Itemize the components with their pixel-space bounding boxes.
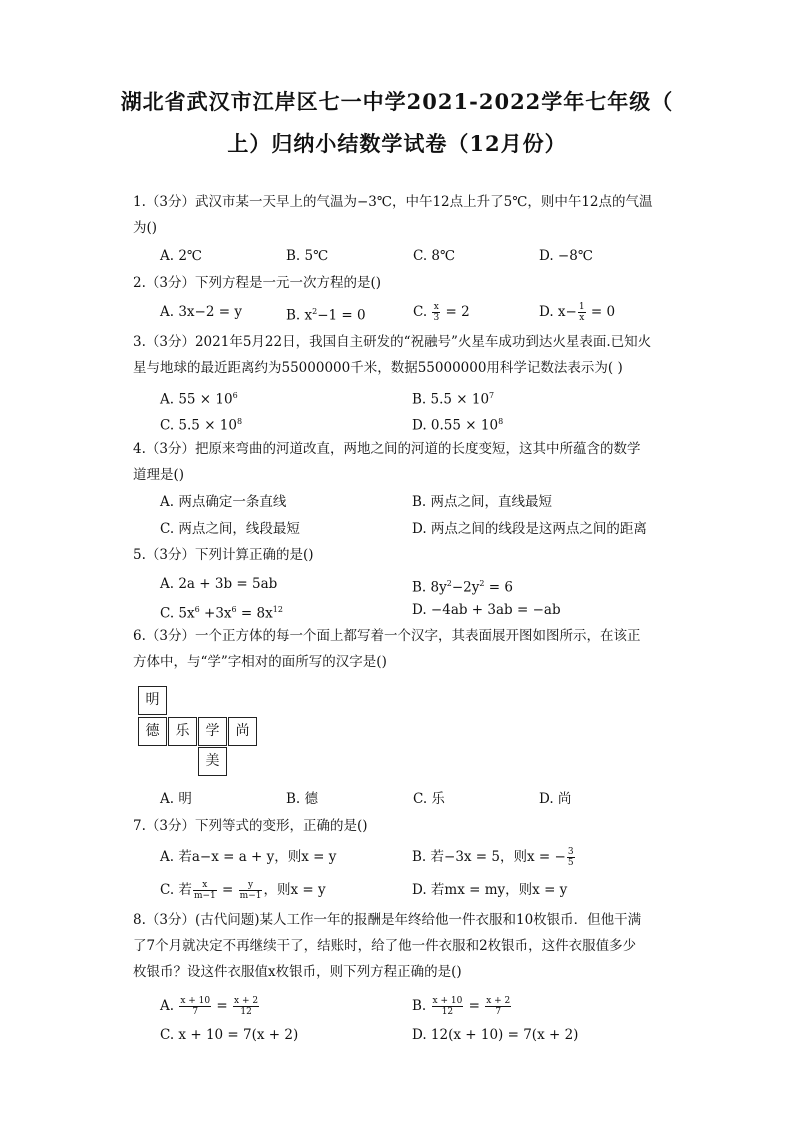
question-6-option-c: C. 乐	[413, 791, 445, 807]
question-4-stem-line-2: 道理是()	[133, 467, 185, 483]
q7c-fraction-2	[239, 880, 263, 901]
q2d-text: D. x−	[539, 304, 577, 320]
question-6-stem-line-2: 方体中，与“学”字相对的面所写的汉字是()	[133, 654, 387, 670]
question-7-option-b	[412, 847, 576, 868]
question-6-option-a: A. 明	[160, 791, 192, 807]
q5c-t1: C. 5x	[160, 605, 195, 622]
q8b-num-2: x + 2	[486, 996, 511, 1006]
q2d-num: 1	[578, 302, 585, 312]
q5b-e1: 2	[446, 579, 452, 588]
question-5-option-d: D. −4ab + 3ab = −ab	[412, 602, 561, 618]
question-8-stem-line-3: 枚银币？设这件衣服值x枚银币，则下列方程正确的是()	[133, 964, 462, 980]
q7c-num-2: y	[239, 880, 263, 891]
q2c-fraction	[432, 302, 440, 323]
net-face-mei: 美	[198, 747, 227, 776]
question-2-stem: 2.（3分）下列方程是一元一次方程的是()	[133, 275, 382, 291]
question-8-option-c: C. x + 10 = 7(x + 2)	[160, 1027, 299, 1043]
q2c-num: x	[433, 302, 439, 312]
question-1-option-c: C. 8℃	[413, 248, 456, 264]
q5b-t3: = 6	[484, 579, 513, 596]
q2c-text: C.	[413, 304, 432, 320]
q3c-exp: 8	[236, 417, 243, 426]
q7c-den-2: m−1	[239, 891, 262, 901]
question-3-option-d	[412, 412, 503, 436]
q8a-den-1: 7	[192, 1007, 199, 1017]
q7c-num-1: x	[193, 880, 217, 891]
q7b-num: 3	[567, 847, 574, 857]
question-4-stem	[133, 436, 663, 488]
q8a-den-2: 12	[240, 1007, 252, 1017]
q2d-rest: = 0	[586, 304, 616, 320]
question-5-option-b	[412, 574, 513, 598]
title-line-2: 上）归纳小结数学试卷（12月份）	[227, 131, 567, 156]
q2d-den: x	[579, 313, 585, 323]
q8a-num-2: x + 2	[234, 996, 259, 1006]
q5c-e2: 6	[231, 605, 237, 614]
question-4-option-c: C. 两点之间，线段最短	[160, 521, 300, 537]
net-face-xue: 学	[198, 717, 227, 746]
question-2-option-c	[413, 302, 470, 323]
q2d-fraction	[578, 302, 586, 323]
net-face-ming: 明	[138, 686, 167, 715]
question-8-option-b	[412, 996, 512, 1017]
q5c-e3: 12	[272, 605, 283, 614]
q8a-eq: =	[212, 998, 233, 1014]
question-4-option-b: B. 两点之间，直线最短	[412, 494, 553, 510]
q8b-text: B.	[412, 998, 431, 1014]
q2c-den: 3	[433, 313, 440, 323]
q7c-text: C. 若	[160, 882, 192, 898]
question-1-option-a: A. 2℃	[160, 248, 203, 264]
q8b-num-1: x + 10	[432, 996, 463, 1006]
question-8-stem-line-1: 8.（3分）(古代问题)某人工作一年的报酬是年终给他一件衣服和10枚银币．但他干满	[133, 912, 642, 928]
question-1-option-b: B. 5℃	[286, 248, 329, 264]
question-7-stem: 7.（3分）下列等式的变形，正确的是()	[133, 818, 368, 834]
cube-net-diagram	[138, 686, 256, 778]
q8b-fraction-2	[485, 996, 511, 1017]
question-1-stem-line-1: 1.（3分）武汉市某一天早上的气温为−3℃，中午12点上升了5℃，则中午12点的气温	[133, 194, 653, 210]
question-6-stem-line-1: 6.（3分）一个正方体的每一个面上都写着一个汉字，其表面展开图如图所示，在该正	[133, 628, 641, 644]
q8b-den-2: 7	[495, 1007, 502, 1017]
q2b-text: B. x	[286, 307, 313, 324]
question-4-option-a: A. 两点确定一条直线	[160, 494, 287, 510]
q8b-den-1: 12	[441, 1007, 454, 1017]
q5b-e2: 2	[479, 579, 485, 588]
question-8-stem	[133, 907, 663, 985]
q3a-text: A. 55 × 10	[160, 391, 233, 408]
net-face-le: 乐	[168, 717, 197, 746]
question-8-stem-line-2: 了7个月就决定不再继续干了，结账时，给了他一件衣服和2枚银币，这件衣服值多少	[133, 938, 637, 954]
net-face-shang: 尚	[228, 717, 257, 746]
q2b-exp: 2	[312, 307, 318, 316]
q2b-rest: −1 = 0	[317, 307, 366, 324]
q3c-text: C. 5.5 × 10	[160, 417, 237, 434]
question-7-option-c	[160, 880, 326, 901]
q7c-eq: =	[217, 882, 238, 898]
q3b-text: B. 5.5 × 10	[412, 391, 490, 408]
q8a-fraction-2	[233, 996, 259, 1017]
q5b-t1: B. 8y	[412, 579, 447, 596]
q7c-rest: ，则x = y	[263, 882, 326, 898]
question-8-option-d: D. 12(x + 10) = 7(x + 2)	[412, 1027, 579, 1043]
q8a-text: A.	[160, 998, 179, 1014]
question-3-option-a	[160, 386, 238, 410]
q7b-den: 5	[567, 858, 574, 868]
q8b-fraction-1	[432, 996, 464, 1017]
net-face-de: 德	[138, 717, 167, 746]
q8a-num-1: x + 10	[180, 996, 211, 1006]
question-6-option-d: D. 尚	[539, 791, 572, 807]
question-5-option-c	[160, 600, 283, 624]
title-line-1: 湖北省武汉市江岸区七一中学2021-2022学年七年级（	[120, 89, 674, 114]
q3d-text: D. 0.55 × 10	[412, 417, 499, 434]
q3a-exp: 6	[232, 391, 238, 400]
q5c-e1: 6	[194, 605, 200, 614]
question-2-option-a: A. 3x−2 = y	[160, 304, 242, 320]
q3d-exp: 8	[498, 417, 504, 426]
question-7-option-a: A. 若a−x = a + y，则x = y	[160, 849, 337, 865]
question-2-option-b	[286, 302, 366, 326]
q5c-t2: +3x	[199, 605, 232, 622]
q5c-t3: = 8x	[236, 605, 273, 622]
question-6-stem	[133, 623, 663, 675]
question-1-stem	[133, 189, 663, 241]
question-4-option-d: D. 两点之间的线段是这两点之间的距离	[412, 521, 647, 537]
question-3-option-b	[412, 386, 494, 410]
question-3-option-c	[160, 412, 242, 436]
q5b-t2: −2y	[451, 579, 480, 596]
q2c-rest: = 2	[441, 304, 470, 320]
question-3-stem	[133, 329, 663, 381]
question-7-option-d: D. 若mx = my，则x = y	[412, 882, 568, 898]
q7c-fraction-1	[193, 880, 217, 901]
q7b-fraction	[567, 847, 575, 868]
question-4-stem-line-1: 4.（3分）把原来弯曲的河道改直，两地之间的河道的长度变短，这其中所蕴含的数学	[133, 441, 641, 457]
q7b-text: B. 若−3x = 5，则x = −	[412, 849, 566, 865]
question-1-option-d: D. −8℃	[539, 248, 593, 264]
q8b-eq: =	[464, 998, 485, 1014]
question-5-option-a: A. 2a + 3b = 5ab	[160, 576, 278, 592]
question-3-stem-line-2: 星与地球的最近距离约为55000000千米，数据55000000用科学记数法表示为( )	[133, 360, 623, 376]
q7c-den-1: m−1	[193, 891, 216, 901]
question-2-option-d	[539, 302, 615, 323]
question-3-stem-line-1: 3.（3分）2021年5月22日，我国自主研发的“祝融号”火星车成功到达火星表面.已知火	[133, 334, 652, 350]
question-6-option-b: B. 德	[286, 791, 319, 807]
question-1-stem-line-2: 为()	[133, 220, 158, 236]
question-5-stem: 5.（3分）下列计算正确的是()	[133, 547, 314, 563]
q3b-exp: 7	[489, 391, 495, 400]
question-8-option-a	[160, 996, 260, 1017]
q8a-fraction-1	[179, 996, 211, 1017]
